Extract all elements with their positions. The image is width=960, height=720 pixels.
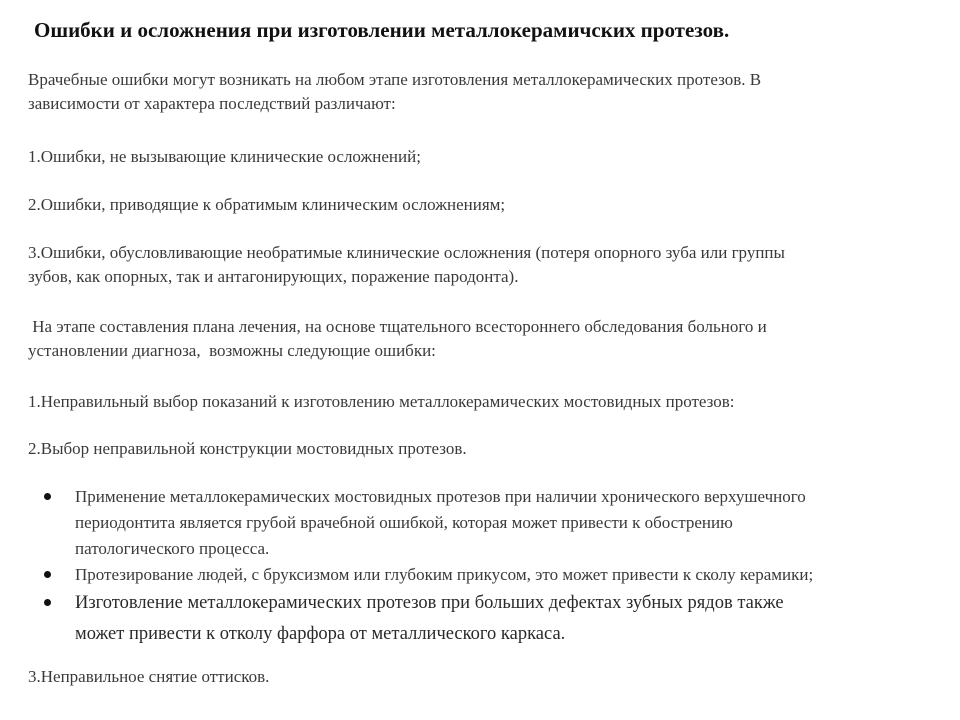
list-item (40, 562, 950, 588)
bullet-1-line-1: Применение металлокерамических мостовидных протезов при наличии хронического верхушечного (75, 487, 806, 506)
list-item (40, 484, 950, 562)
classification-item-2 (28, 193, 505, 217)
bullet-list (40, 484, 950, 650)
intro-line-2: зависимости от характера последствий различают: (28, 94, 396, 113)
bullet-2-line-1: Протезирование людей, с бруксизмом или глубоким прикусом, это может привести к сколу керамики; (75, 565, 814, 584)
bullet-1-line-3: патологического процесса. (75, 539, 270, 558)
plan-line-1: На этапе составления плана лечения, на основе тщательного всестороннего обследования больного и (28, 317, 767, 336)
bullet-3-line-2: может привести к отколу фарфора от металлического каркаса. (75, 624, 566, 644)
classification-item-3-line-2: зубов, как опорных, так и антагонирующих, поражение пародонта). (28, 267, 519, 286)
slide-title: Ошибки и осложнения при изготовлении металлокерамичских протезов. (34, 18, 730, 42)
bullet-3-line-1: Изготовление металлокерамических протезов при больших дефектах зубных рядов также (75, 593, 784, 613)
final-item: 3.Неправильное снятие оттисков. (28, 667, 270, 686)
plan-error-1: 1.Неправильный выбор показаний к изготовлению металлокерамических мостовидных протезов: (28, 392, 735, 411)
intro-paragraph (28, 68, 761, 116)
classification-item-3-line-1: 3.Ошибки, обусловливающие необратимые клинические осложнения (потеря опорного зуба или группы (28, 243, 785, 262)
plan-error-2: 2.Выбор неправильной конструкции мостовидных протезов. (28, 439, 467, 458)
plan-paragraph (28, 315, 767, 363)
bullet-1-line-2: периодонтита является грубой врачебной ошибкой, которая может привести к обострению (75, 513, 733, 532)
classification-item-2-text: 2.Ошибки, приводящие к обратимым клиническим осложнениям; (28, 195, 506, 214)
bullet-dot-icon (44, 493, 51, 500)
plan-line-2: установлении диагноза, возможны следующие ошибки: (28, 341, 436, 360)
classification-item-1 (28, 145, 421, 169)
bullet-dot-icon (44, 571, 51, 578)
intro-line-1: Врачебные ошибки могут возникать на любом этапе изготовления металлокерамических протезов. В (28, 70, 762, 89)
classification-item-1-text: 1.Ошибки, не вызывающие клинические осложнений; (28, 147, 421, 166)
list-item (40, 588, 950, 650)
bullet-dot-icon (44, 599, 51, 606)
classification-item-3 (28, 241, 785, 289)
